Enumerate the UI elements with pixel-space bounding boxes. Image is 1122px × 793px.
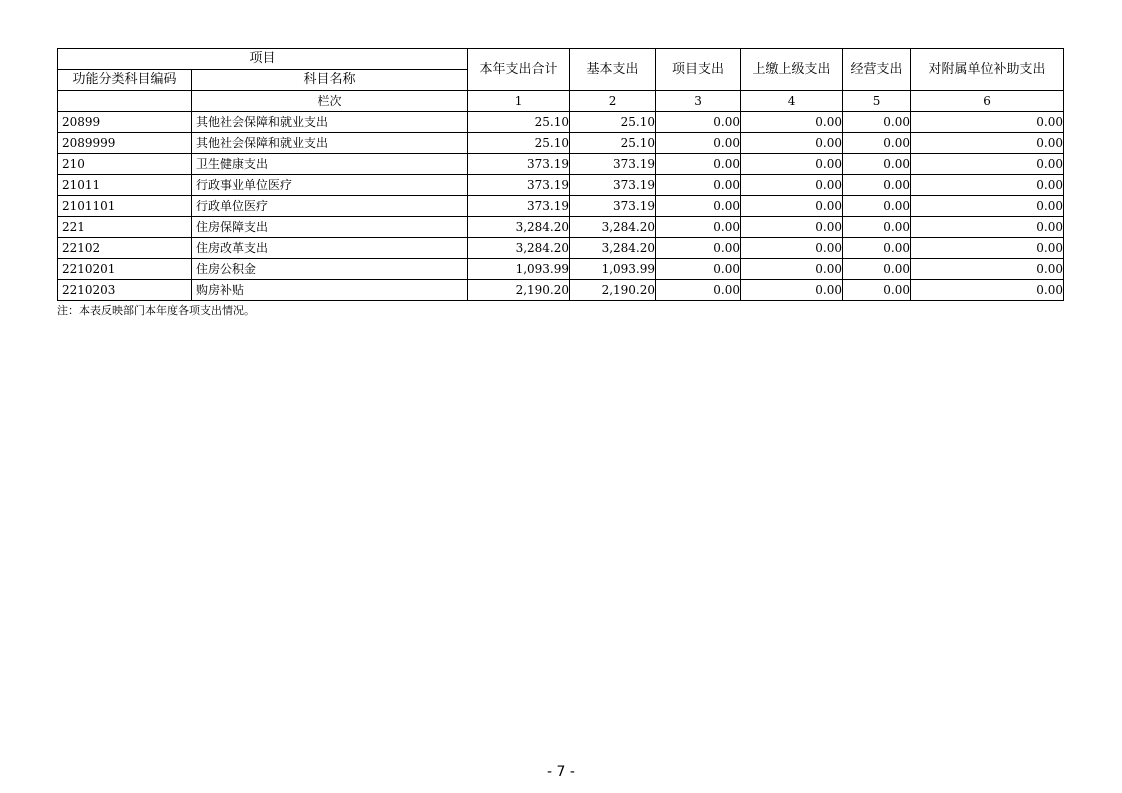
row-value: 0.00 — [656, 196, 741, 217]
row-value: 373.19 — [468, 196, 570, 217]
row-value: 0.00 — [843, 238, 911, 259]
row-value: 0.00 — [656, 112, 741, 133]
row-value: 0.00 — [911, 133, 1064, 154]
row-name: 住房公积金 — [192, 259, 468, 280]
row-code: 20899 — [58, 112, 192, 133]
row-value: 0.00 — [843, 133, 911, 154]
row-value: 0.00 — [911, 217, 1064, 238]
table-row — [58, 259, 1064, 280]
header-row-lanci — [58, 91, 1064, 112]
header-col-project: 项目支出 — [656, 49, 741, 91]
row-code: 2210203 — [58, 280, 192, 301]
row-value: 0.00 — [843, 280, 911, 301]
row-value: 373.19 — [570, 196, 656, 217]
row-name: 住房改革支出 — [192, 238, 468, 259]
row-value: 373.19 — [468, 175, 570, 196]
row-value: 0.00 — [741, 112, 843, 133]
row-name: 住房保障支出 — [192, 217, 468, 238]
row-value: 0.00 — [911, 112, 1064, 133]
row-code: 2210201 — [58, 259, 192, 280]
row-value: 3,284.20 — [570, 238, 656, 259]
row-value: 0.00 — [741, 154, 843, 175]
row-code: 2089999 — [58, 133, 192, 154]
row-value: 0.00 — [843, 112, 911, 133]
row-value: 373.19 — [570, 175, 656, 196]
expenditure-table — [57, 48, 1064, 301]
row-code: 22102 — [58, 238, 192, 259]
table-row — [58, 112, 1064, 133]
column-number: 6 — [911, 91, 1064, 112]
row-name: 行政单位医疗 — [192, 196, 468, 217]
row-value: 2,190.20 — [570, 280, 656, 301]
row-value: 25.10 — [570, 112, 656, 133]
row-value: 0.00 — [911, 175, 1064, 196]
row-value: 0.00 — [656, 133, 741, 154]
header-col-basic: 基本支出 — [570, 49, 656, 91]
header-name: 科目名称 — [192, 70, 468, 91]
row-value: 373.19 — [468, 154, 570, 175]
row-value: 3,284.20 — [468, 217, 570, 238]
table-row — [58, 196, 1064, 217]
row-value: 0.00 — [741, 175, 843, 196]
row-value: 0.00 — [656, 175, 741, 196]
row-value: 0.00 — [911, 154, 1064, 175]
table-row — [58, 217, 1064, 238]
lanci-blank — [58, 91, 192, 112]
row-value: 0.00 — [843, 154, 911, 175]
header-col-subsidy: 对附属单位补助支出 — [911, 49, 1064, 91]
row-value: 0.00 — [741, 196, 843, 217]
row-value: 0.00 — [741, 217, 843, 238]
row-name: 其他社会保障和就业支出 — [192, 112, 468, 133]
page-number: - 7 - — [547, 764, 575, 780]
column-number: 1 — [468, 91, 570, 112]
row-value: 25.10 — [468, 133, 570, 154]
row-value: 0.00 — [843, 175, 911, 196]
column-number: 2 — [570, 91, 656, 112]
row-value: 0.00 — [741, 133, 843, 154]
table-row — [58, 280, 1064, 301]
header-col-upper: 上缴上级支出 — [741, 49, 843, 91]
table-row — [58, 175, 1064, 196]
row-value: 0.00 — [843, 217, 911, 238]
table-row — [58, 154, 1064, 175]
row-value: 0.00 — [843, 259, 911, 280]
header-xiangmu: 项目 — [58, 49, 468, 70]
column-number: 3 — [656, 91, 741, 112]
table-note: 注：本表反映部门本年度各项支出情况。 — [57, 304, 255, 317]
row-value: 0.00 — [911, 238, 1064, 259]
row-value: 0.00 — [741, 238, 843, 259]
table-row — [58, 238, 1064, 259]
row-code: 221 — [58, 217, 192, 238]
header-code: 功能分类科目编码 — [58, 70, 192, 91]
row-value: 25.10 — [570, 133, 656, 154]
header-row-1 — [58, 49, 1064, 70]
row-value: 0.00 — [741, 259, 843, 280]
header-col-operation: 经营支出 — [843, 49, 911, 91]
row-name: 购房补贴 — [192, 280, 468, 301]
row-value: 0.00 — [656, 154, 741, 175]
row-value: 25.10 — [468, 112, 570, 133]
row-value: 1,093.99 — [468, 259, 570, 280]
row-code: 21011 — [58, 175, 192, 196]
header-col-total: 本年支出合计 — [468, 49, 570, 91]
row-name: 卫生健康支出 — [192, 154, 468, 175]
row-value: 0.00 — [656, 280, 741, 301]
lanci-label: 栏次 — [192, 91, 468, 112]
row-code: 2101101 — [58, 196, 192, 217]
row-name: 行政事业单位医疗 — [192, 175, 468, 196]
column-number: 4 — [741, 91, 843, 112]
column-number: 5 — [843, 91, 911, 112]
row-code: 210 — [58, 154, 192, 175]
row-value: 0.00 — [911, 259, 1064, 280]
row-value: 0.00 — [911, 196, 1064, 217]
row-value: 0.00 — [911, 280, 1064, 301]
row-value: 0.00 — [656, 238, 741, 259]
row-value: 373.19 — [570, 154, 656, 175]
row-value: 3,284.20 — [570, 217, 656, 238]
table-row — [58, 133, 1064, 154]
row-value: 0.00 — [741, 280, 843, 301]
row-value: 1,093.99 — [570, 259, 656, 280]
row-value: 0.00 — [656, 217, 741, 238]
row-value: 3,284.20 — [468, 238, 570, 259]
row-value: 0.00 — [843, 196, 911, 217]
row-value: 0.00 — [656, 259, 741, 280]
row-name: 其他社会保障和就业支出 — [192, 133, 468, 154]
row-value: 2,190.20 — [468, 280, 570, 301]
